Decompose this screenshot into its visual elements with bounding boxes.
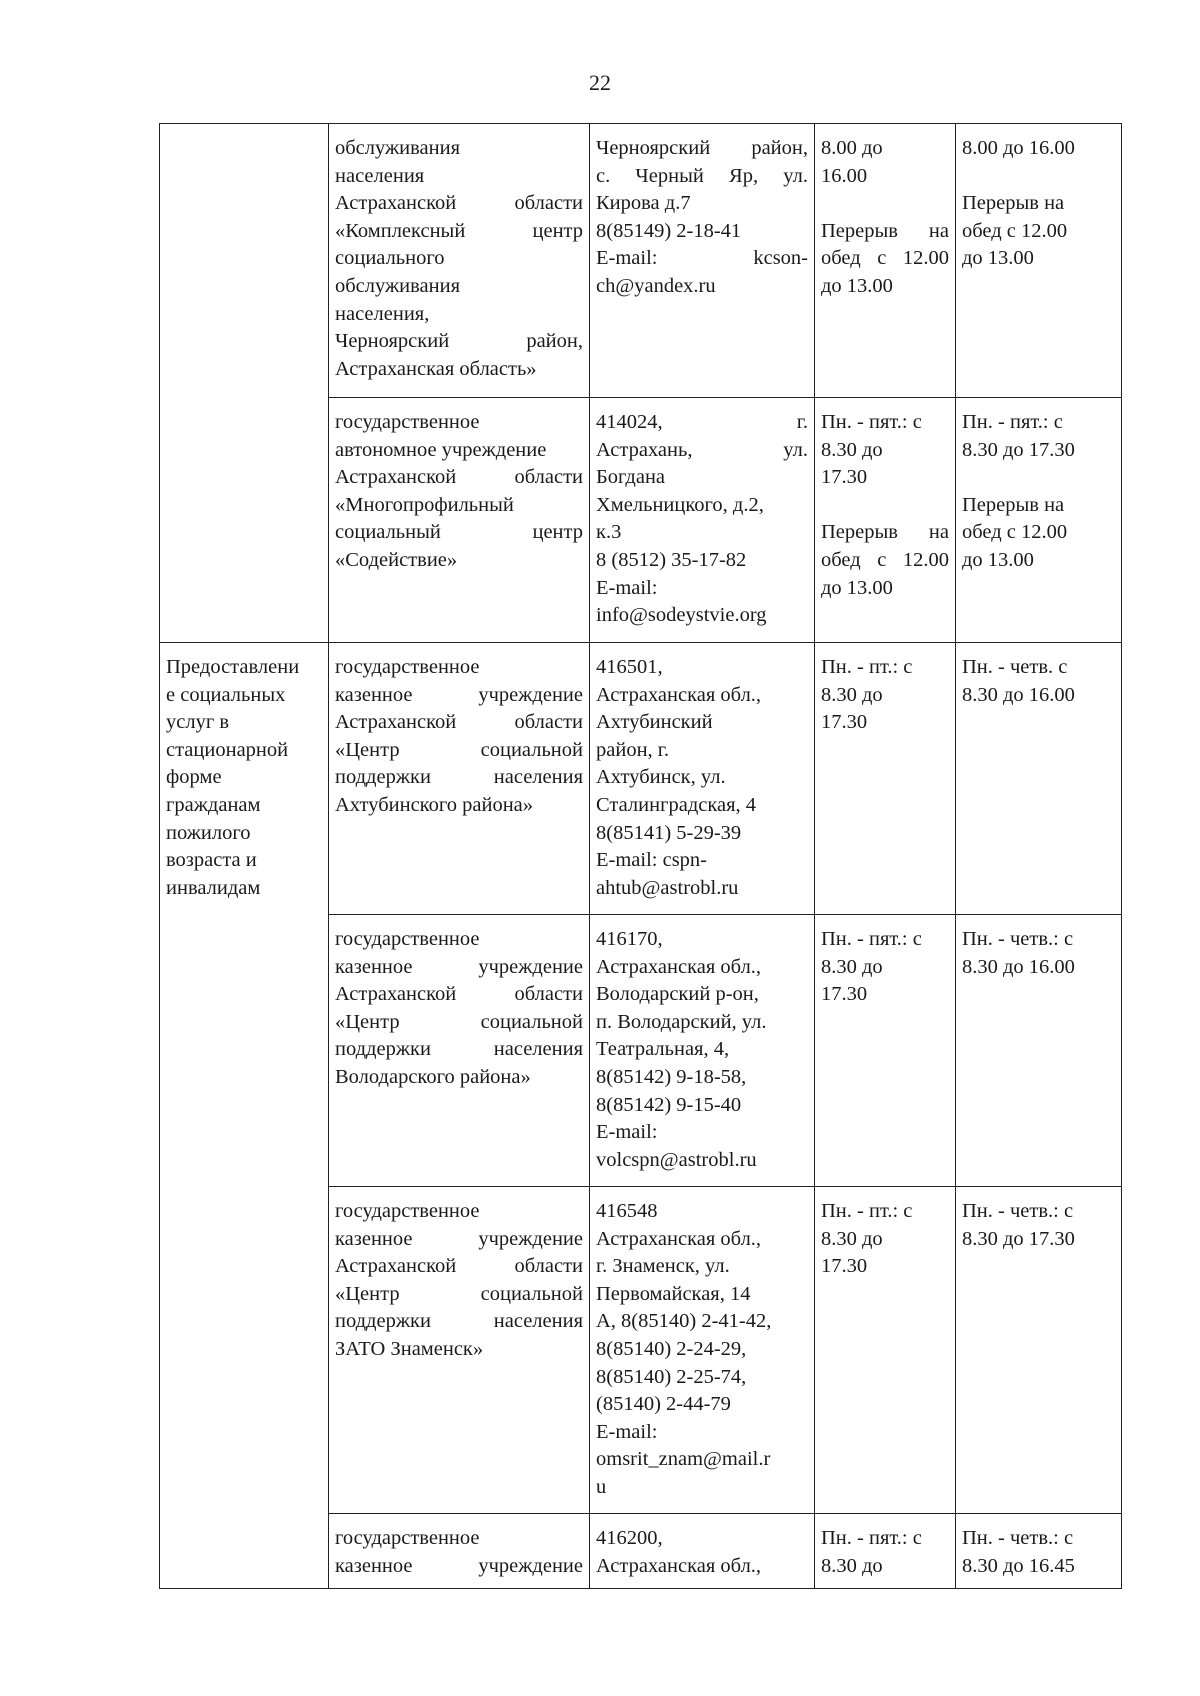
reception-hours-cell [956,398,1122,643]
text-line: Ахтубинского района» [335,793,534,816]
schedule-cell [815,915,956,1187]
text-line: Пн. - четв.: с [962,1527,1074,1549]
text-line: Астраханской области [335,466,583,489]
text-line: к.3 [596,521,622,544]
text-line: Астрахань, ул. [596,438,808,461]
text-line: 8.30 до 16.00 [962,955,1075,978]
table-row [160,124,1122,398]
text-line: Пн. - четв.: с [962,1200,1074,1222]
text-line: обед с 12.00 [962,219,1068,242]
text-line: E-mail: cspn- [596,849,708,872]
text-line: 8.30 до 16.45 [962,1554,1075,1577]
text-line: Сталинградская, 4 [596,793,757,816]
text-line: 8(85149) 2-18-41 [596,219,742,242]
text-line: е социальных [166,683,286,706]
text-line: 8.30 до 17.30 [962,438,1075,461]
text-line: 8(85140) 2-24-29, [596,1337,747,1360]
text-line: «Центр социальной [335,1010,583,1033]
text-line: А, 8(85140) 2-41-42, [596,1310,772,1333]
text-line: возраста и [166,849,257,872]
text-line: Пн. - пят.: с [821,928,922,950]
text-line: государственное [335,928,480,950]
text-line: 8.30 до [821,1554,883,1577]
organization-cell [329,124,590,398]
text-line: (85140) 2-44-79 [596,1393,731,1416]
text-line: стационарной [166,738,289,761]
text-line: ch@yandex.ru [596,274,716,297]
text-line: обслуживания [335,137,461,159]
text-line: п. Володарский, ул. [596,1010,767,1033]
schedule-cell [815,1514,956,1589]
text-line: 416501, [596,656,663,678]
text-line: 17.30 [821,983,868,1006]
organization-cell [329,1514,590,1589]
text-line: социальный центр [335,521,583,544]
text-line: населения, [335,302,430,325]
text-line: volcspn@astrobl.ru [596,1148,757,1171]
text-line: 8.30 до [821,955,883,978]
text-line: г. Знаменск, ул. [596,1255,730,1278]
text-line: населения [335,164,425,187]
text-line: гражданам [166,793,261,816]
text-line: Пн. - пт.: с [821,656,913,678]
text-line: 8.30 до [821,438,883,461]
text-line: услуг в [166,711,230,734]
text-line: с. Черный Яр, ул. [596,164,808,187]
text-line: 17.30 [821,466,868,489]
text-line: Астраханская обл., [596,1227,762,1250]
text-line: Перерыв на [821,521,949,544]
text-line: казенное учреждение [335,1554,583,1577]
text-line: info@sodeystvie.org [596,604,767,627]
text-line: E-mail: [596,1420,658,1443]
text-line: 8(85140) 2-25-74, [596,1365,747,1388]
table-row [160,643,1122,915]
text-line: Астраханская обл., [596,1554,762,1577]
organization-cell [329,643,590,915]
text-line: район, г. [596,738,670,761]
text-line: 17.30 [821,1255,868,1278]
text-line: обед с 12.00 [821,548,949,571]
address-cell [590,643,815,915]
text-line: обслуживания [335,274,461,297]
text-line: 416548 [596,1200,658,1222]
text-line: Пн. - четв.: с [962,928,1074,950]
text-line: Володарский р-он, [596,983,759,1006]
text-line: Пн. - пят.: с [821,411,922,433]
text-line: 8 (8512) 35-17-82 [596,548,747,571]
text-line: Ахтубинск, ул. [596,766,726,789]
text-line: 414024, г. [596,411,808,433]
text-line: Пн. - пят.: с [962,411,1063,433]
text-line: 416170, [596,928,663,950]
text-line: E-mail: [596,576,658,599]
text-line: «Содействие» [335,548,458,571]
address-cell [590,398,815,643]
text-line: «Центр социальной [335,738,583,761]
text-line: обед с 12.00 [962,521,1068,544]
text-line: государственное [335,1527,480,1549]
reception-hours-cell [956,1187,1122,1514]
text-line: государственное [335,656,480,678]
text-line: E-mail: kcson- [596,247,808,270]
text-line: до 13.00 [962,247,1034,270]
text-line: Астраханской области [335,711,583,734]
text-line: Кирова д.7 [596,192,691,215]
text-line: Черноярский район, [596,137,808,159]
text-line: 8(85141) 5-29-39 [596,821,742,844]
organization-cell [329,398,590,643]
text-line: казенное учреждение [335,955,583,978]
text-line: Перерыв на [821,219,949,242]
text-line: казенное учреждение [335,1227,583,1250]
text-line: Первомайская, 14 [596,1282,751,1305]
text-line: поддержки населения [335,1310,583,1333]
text-line: казенное учреждение [335,683,583,706]
text-line: форме [166,766,222,789]
text-line: Володарского района» [335,1065,531,1088]
organization-cell [329,915,590,1187]
service-cell [160,643,329,1589]
text-line: 8.00 до 16.00 [962,137,1075,159]
text-line: 416200, [596,1527,663,1549]
text-line: Астраханская область» [335,357,537,380]
text-line: до 13.00 [821,576,893,599]
text-line: до 13.00 [821,274,893,297]
text-line: Астраханской области [335,1255,583,1278]
text-line: государственное [335,1200,480,1222]
text-line: Ахтубинский [596,711,713,734]
address-cell [590,1514,815,1589]
text-line: omsrit_znam@mail.r [596,1448,771,1471]
text-line: государственное [335,411,480,433]
text-line: u [596,1475,607,1498]
schedule-cell [815,398,956,643]
reception-hours-cell [956,124,1122,398]
text-line: автономное учреждение [335,438,547,461]
text-line: Астраханская обл., [596,683,762,706]
address-cell [590,1187,815,1514]
text-line: ЗАТО Знаменск» [335,1337,484,1360]
schedule-cell [815,643,956,915]
text-line: «Многопрофильный [335,493,514,516]
text-line: 8.00 до [821,137,883,159]
text-line: Перерыв на [962,192,1065,215]
reception-hours-cell [956,1514,1122,1589]
text-line: 16.00 [821,164,868,187]
services-table [159,123,1122,1589]
text-line: 8.30 до [821,683,883,706]
text-line: пожилого [166,821,251,844]
text-line: Пн. - пт.: с [821,1200,913,1222]
text-line: до 13.00 [962,548,1034,571]
reception-hours-cell [956,643,1122,915]
address-cell [590,124,815,398]
organization-cell [329,1187,590,1514]
text-line: «Центр социальной [335,1282,583,1305]
text-line: Хмельницкого, д.2, [596,493,764,516]
text-line: Театральная, 4, [596,1038,730,1061]
text-line: Астраханской области [335,983,583,1006]
text-line: 8.30 до 16.00 [962,683,1075,706]
text-line: E-mail: [596,1121,658,1144]
text-line: поддержки населения [335,766,583,789]
text-line: 8(85142) 9-18-58, [596,1065,747,1088]
text-line: социального [335,247,445,270]
text-line: Пн. - пят.: с [821,1527,922,1549]
text-line: Астраханская обл., [596,955,762,978]
reception-hours-cell [956,915,1122,1187]
text-line: ahtub@astrobl.ru [596,876,739,899]
service-cell [160,124,329,643]
schedule-cell [815,1187,956,1514]
text-line: поддержки населения [335,1038,583,1061]
text-line: Перерыв на [962,493,1065,516]
text-line: обед с 12.00 [821,247,949,270]
text-line: Черноярский район, [335,330,583,353]
text-line: 8(85142) 9-15-40 [596,1093,742,1116]
address-cell [590,915,815,1187]
text-line: Пн. - четв. с [962,656,1068,678]
text-line: Богдана [596,466,666,489]
text-line: инвалидам [166,876,261,899]
text-line: 8.30 до [821,1227,883,1250]
text-line: Предоставлени [166,656,300,678]
page-number: 22 [589,70,611,95]
text-line: «Комплексный центр [335,219,583,242]
text-line: Астраханской области [335,192,583,215]
schedule-cell [815,124,956,398]
text-line: 8.30 до 17.30 [962,1227,1075,1250]
text-line: 17.30 [821,711,868,734]
